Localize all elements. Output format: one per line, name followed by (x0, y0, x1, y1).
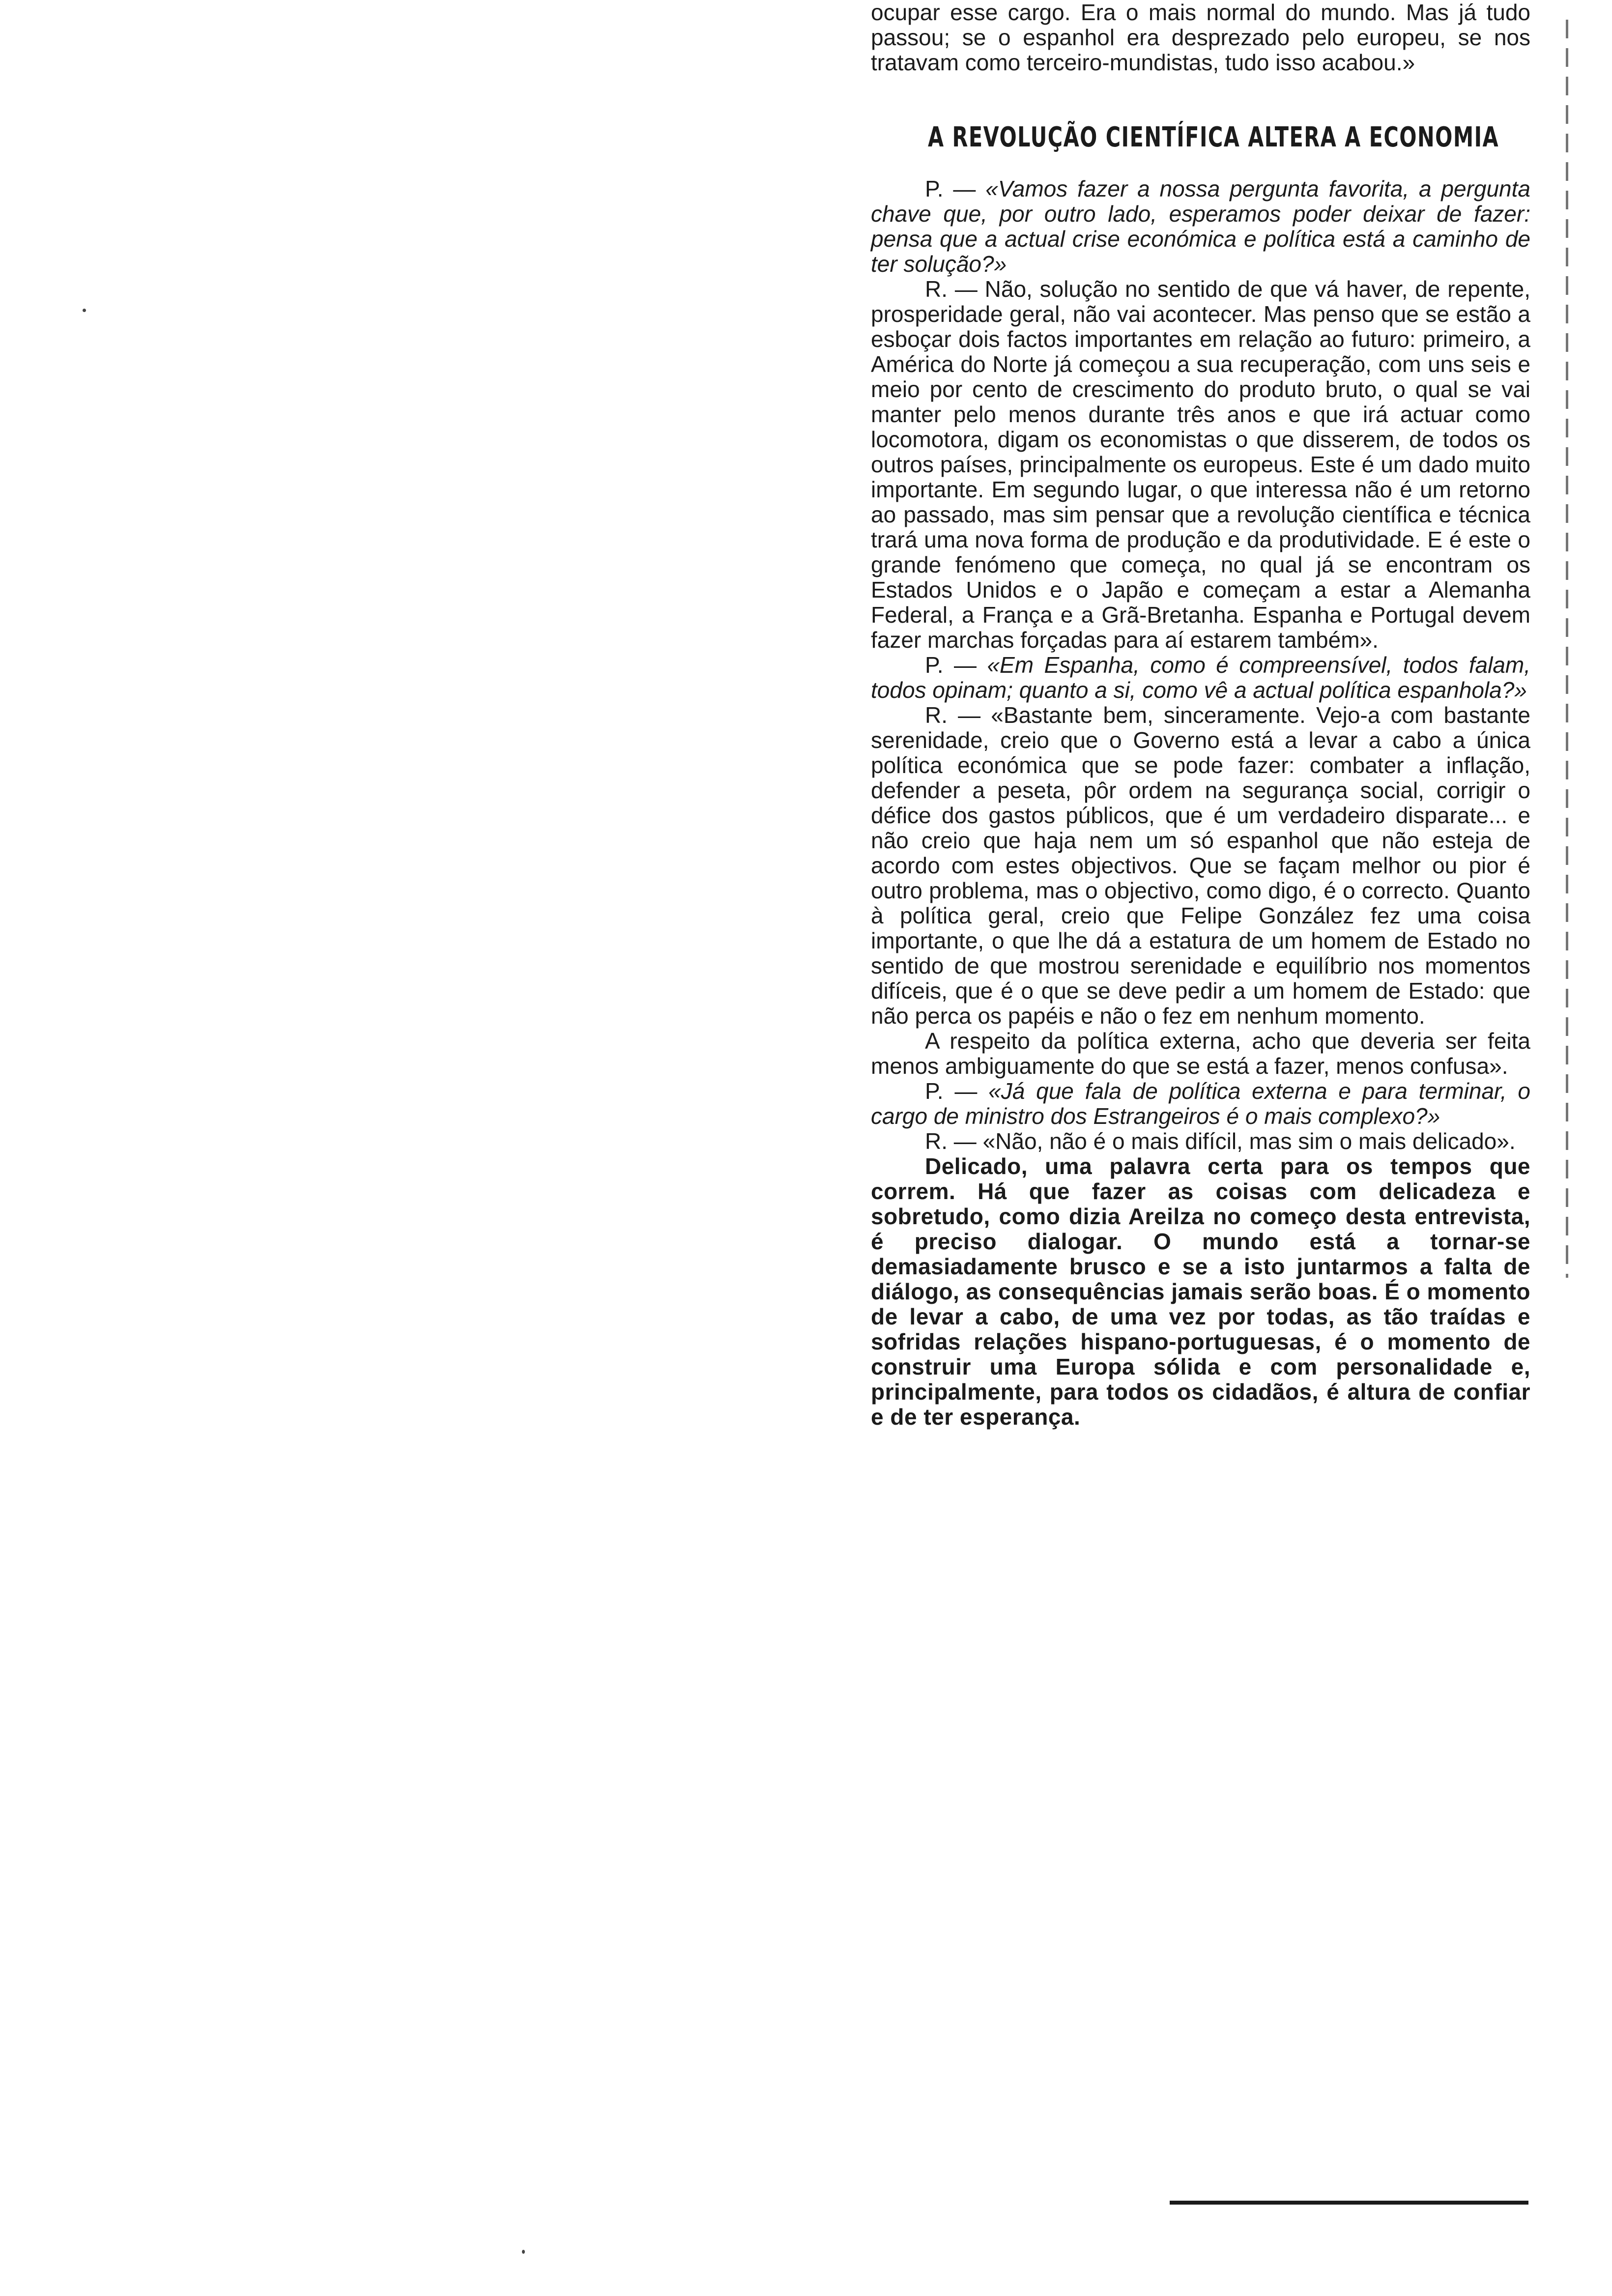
answer-continuation-paragraph (871, 1029, 1530, 1079)
answer-paragraph (871, 1129, 1530, 1154)
article-end-rule (1170, 2201, 1528, 2205)
speaker-marker: P. — (925, 176, 986, 201)
scan-speck (83, 309, 86, 312)
answer-text: A respeito da política externa, acho que deveria ser feita menos ambiguamente do que se está a fazer, menos confusa». (871, 1028, 1530, 1079)
answer-paragraph (871, 703, 1530, 1029)
question-text: «Em Espanha, como é compreensível, todos falam, todos opinam; quanto a si, como vê a actual política espanhola?» (871, 652, 1530, 703)
speaker-marker: R. — (925, 702, 991, 728)
closing-paragraph: Delicado, uma palavra certa para os tempos que correm. Há que fazer as coisas com delicadeza e sobretudo, como dizia Areilza no começo desta entrevista, é preciso dialogar. O mundo está a tornar-se demasiadamente brusco e se a isto juntarmos a falta de diálogo, as consequências jamais serão boas. É o momento de levar a cabo, de uma vez por todas, as tão traídas e sofridas relações hispano-portuguesas, é o momento de construir uma Europa sólida e com personalidade e, principalmente, para todos os cidadãos, é altura de confiar e de ter esperança. (871, 1153, 1530, 1430)
question-paragraph (871, 1079, 1530, 1129)
opening-paragraph: ocupar esse cargo. Era o mais normal do mundo. Mas já tudo passou; se o espanhol era desprezado pelo europeu, se nos tratavam como terceiro-mundistas, tudo isso acabou.» (871, 0, 1530, 75)
question-text: «Já que fala de política externa e para terminar, o cargo de ministro dos Estrangeiros é o mais complexo?» (871, 1078, 1531, 1129)
article-column (871, 0, 1530, 1430)
question-paragraph (871, 176, 1530, 277)
answer-text: «Não, não é o mais difícil, mas sim o mais delicado». (982, 1128, 1516, 1154)
scan-speck (522, 2250, 525, 2254)
speaker-marker: P. — (925, 652, 987, 678)
answer-text: Não, solução no sentido de que vá haver, de repente, prosperidade geral, não vai acontecer. Mas penso que se estão a esboçar dois factos importantes em relação ao futuro: primeiro, a América do Norte já começou a sua recuperação, com uns seis e meio por cento de crescimento do produto bruto, o qual se vai manter pelo menos durante três anos e que irá actuar como locomotora, digam os economistas o que disserem, de todos os outros países, principalmente os europeus. Este é um dado muito importante. Em segundo lugar, o que interessa não é um retorno ao passado, mas sim pensar que a revolução científica e técnica trará uma nova forma de produção e da produtividade. E é este o grande fenómeno que começa, no qual já se encontram os Estados Unidos e o Japão e começam a estar a Alemanha Federal, a França e a Grã-Bretanha. Espanha e Portugal devem fazer marchas forçadas para aí estarem também». (871, 276, 1530, 653)
speaker-marker: R. — (925, 1128, 983, 1154)
answer-paragraph (871, 277, 1530, 653)
answer-text: «Bastante bem, sinceramente. Vejo-a com bastante serenidade, creio que o Governo está a levar a cabo a única política económica que se pode fazer: combater a inflação, defender a peseta, pôr ordem na segurança social, corrigir o défice dos gastos públicos, que é um verdadeiro disparate... e não creio que haja nem um só espanhol que não esteja de acordo com estes objectivos. Que se façam melhor ou pior é outro problema, mas o objectivo, como digo, é o correcto. Quanto à política geral, creio que Felipe González fez uma coisa importante, o que lhe dá a estatura de um homem de Estado no sentido de que mostrou serenidade e equilíbrio nos momentos difíceis, que é o que se deve pedir a um homem de Estado: que não perca os papéis e não o fez em nenhum momento. (871, 702, 1531, 1029)
speaker-marker: R. — (925, 276, 985, 302)
question-text: «Vamos fazer a nossa pergunta favorita, a pergunta chave que, por outro lado, esperamos poder deixar de fazer: pensa que a actual crise económica e política está a caminho de ter solução?» (871, 176, 1530, 277)
section-heading: A REVOLUÇÃO CIENTÍFICA ALTERA A ECONOMIA (928, 121, 1499, 153)
speaker-marker: P. — (925, 1078, 989, 1104)
question-paragraph (871, 653, 1530, 703)
page-edge-shadow (1566, 20, 1568, 1278)
